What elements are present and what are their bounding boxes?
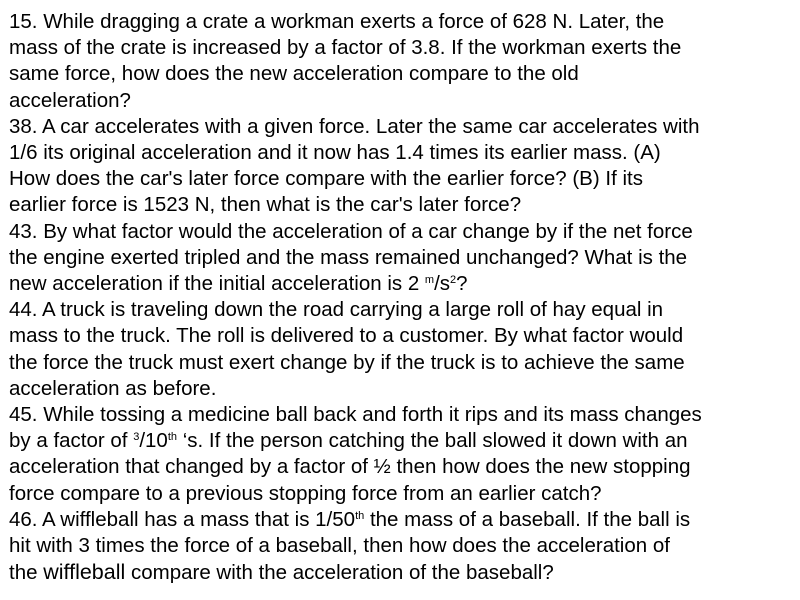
text-line: mass of the crate is increased by a factor of 3.8. If the workman exerts the xyxy=(9,36,682,60)
text-line: same force, how does the new acceleration compare to the old xyxy=(9,62,579,86)
problem-46 xyxy=(9,507,795,587)
problem-45 xyxy=(9,402,795,507)
text-segment: ? xyxy=(456,272,468,296)
text-line: acceleration as before. xyxy=(9,376,217,400)
text-line xyxy=(9,271,795,297)
text-line: 44. A truck is traveling down the road carrying a large roll of hay equal in xyxy=(9,298,664,322)
text-segment: new acceleration if the initial acceleration is 2 xyxy=(9,272,425,296)
text-segment: /s xyxy=(434,272,451,296)
text-line: 15. While dragging a crate a workman exerts a force of 628 N. Later, the xyxy=(9,10,665,33)
text-line: 38. A car accelerates with a given force. Later the same car accelerates with xyxy=(9,114,700,138)
unit-superscript: m xyxy=(424,274,435,287)
ordinal-superscript: th xyxy=(355,509,365,522)
text-line: earlier force is 1523 N, then what is the car's later force? xyxy=(9,193,522,217)
text-line: How does the car's later force compare with the earlier force? (B) If its xyxy=(9,167,643,191)
text-line: 45. While tossing a medicine ball back and forth it rips and its mass changes xyxy=(9,403,702,427)
text-segment: the xyxy=(9,561,44,585)
problem-43 xyxy=(9,219,795,298)
text-line: mass to the truck. The roll is delivered to a customer. By what factor would xyxy=(9,324,684,348)
problem-38 xyxy=(9,114,795,219)
text-line xyxy=(9,559,795,586)
ordinal-superscript: th xyxy=(167,431,178,444)
text-line: 1/6 its original acceleration and it now has 1.4 times its earlier mass. (A) xyxy=(9,141,661,165)
text-line: acceleration? xyxy=(9,88,131,112)
text-line xyxy=(9,507,795,533)
exponent-superscript: 2 xyxy=(450,274,457,287)
worksheet-document xyxy=(9,9,795,586)
text-segment: compare with the acceleration of the baseball? xyxy=(125,561,554,585)
text-line: hit with 3 times the force of a baseball, then how does the acceleration of xyxy=(9,534,670,558)
text-line: the engine exerted tripled and the mass remained unchanged? What is the xyxy=(9,245,688,269)
text-line: acceleration that changed by a factor of ½ then how does the new stopping xyxy=(9,455,691,479)
text-line: force compare to a previous stopping force from an earlier catch? xyxy=(9,481,602,505)
text-segment: 46. A wiffleball has a mass that is 1/50 xyxy=(9,507,356,531)
text-segment: by a factor of xyxy=(9,429,134,453)
text-line: the force the truck must exert change by if the truck is to achieve the same xyxy=(9,350,685,374)
problem-44 xyxy=(9,297,795,402)
text-segment: ‘s. If the person catching the ball slowed it down with an xyxy=(177,429,688,453)
numerator-superscript: 3 xyxy=(133,431,140,444)
text-segment: the mass of a baseball. If the ball is xyxy=(364,507,691,531)
text-line: 43. By what factor would the acceleration of a car change by if the net force xyxy=(9,219,693,243)
text-line xyxy=(9,428,795,454)
text-segment: /10 xyxy=(139,429,168,453)
emphasized-word: wiffleball xyxy=(43,560,126,585)
problem-15 xyxy=(9,9,795,114)
